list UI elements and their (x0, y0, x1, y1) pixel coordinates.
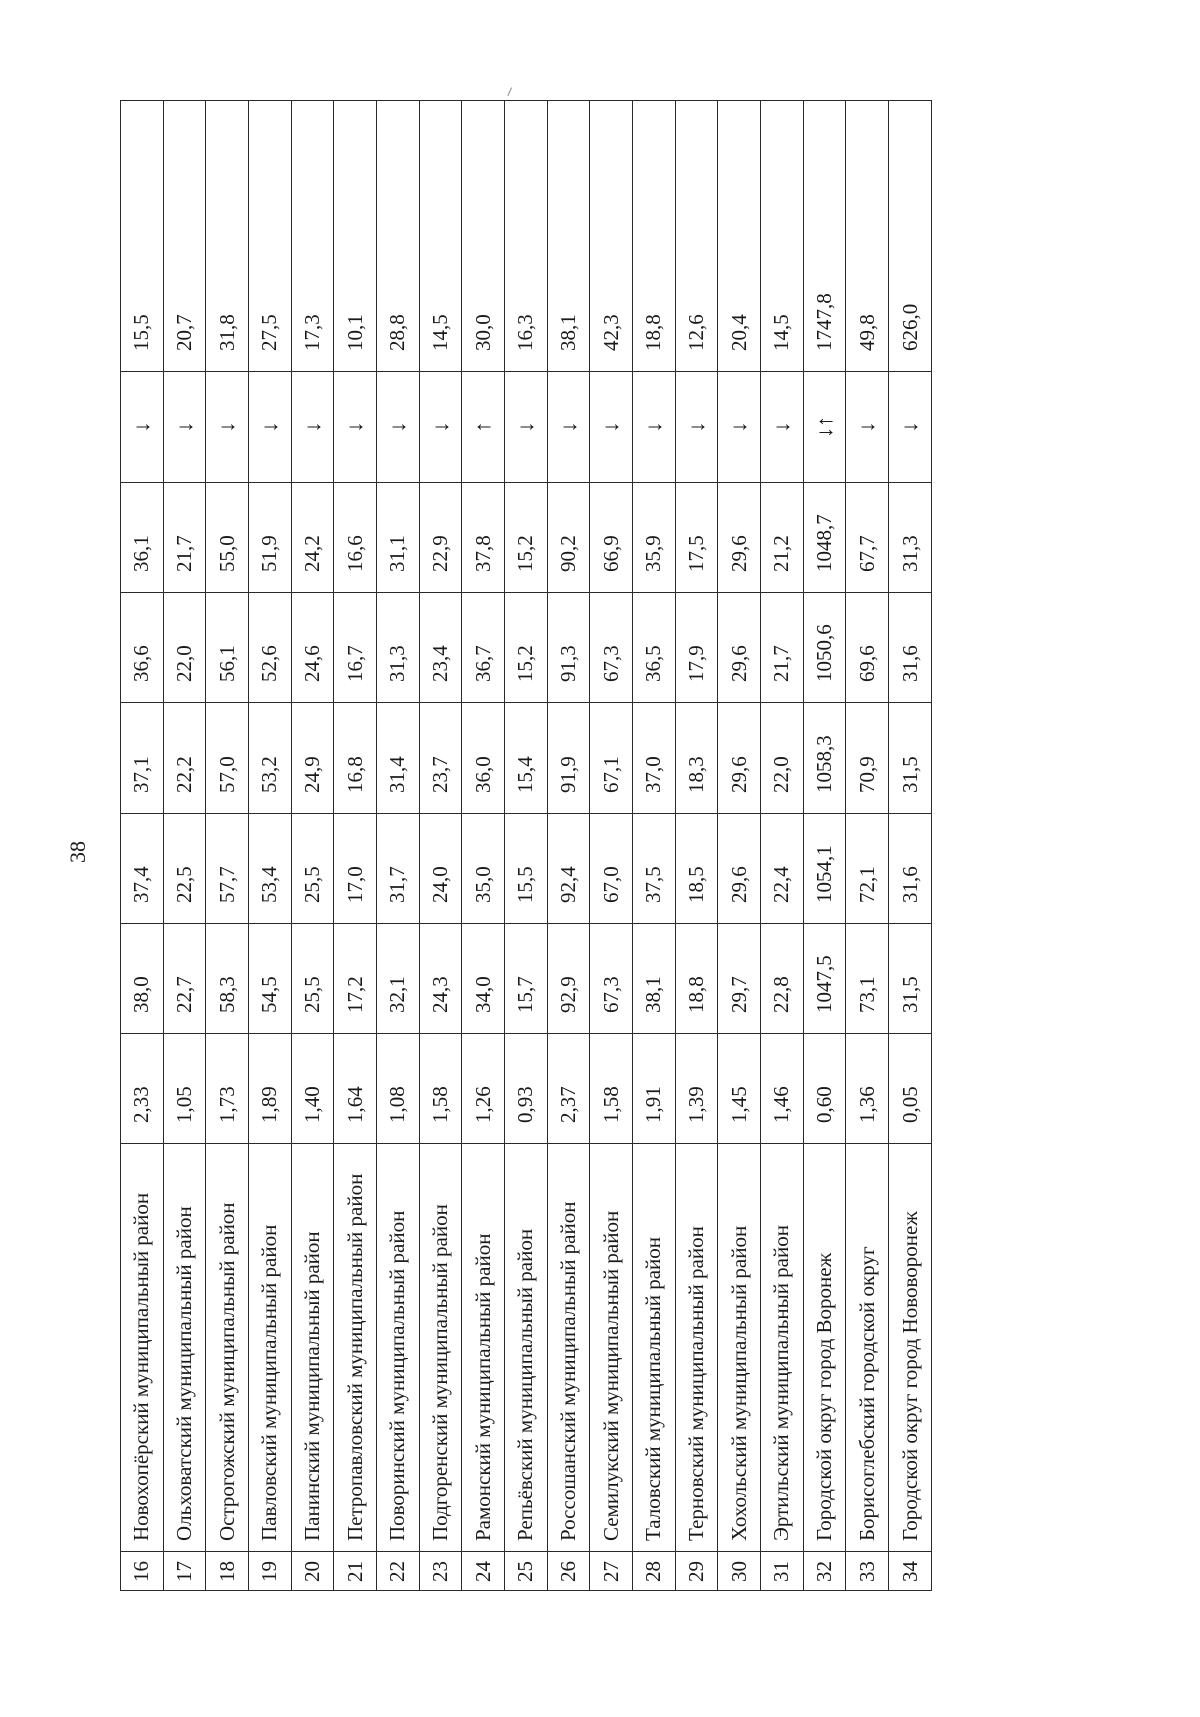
value-cell-3: 31,5 (889, 703, 932, 814)
row-number-cell: 23 (419, 1552, 462, 1591)
value-cell-3: 53,2 (249, 703, 292, 814)
table-row (846, 101, 889, 1591)
value-cell-4: 15,2 (505, 593, 548, 703)
value-cell-3: 22,0 (761, 703, 804, 814)
value-cell-1: 38,0 (121, 924, 164, 1034)
row-number-cell: 31 (761, 1552, 804, 1591)
municipality-name-cell: Рамонский муниципальный район (462, 1144, 505, 1552)
value-cell-3: 91,9 (547, 703, 590, 814)
value-cell-5: 37,8 (462, 483, 505, 593)
trend-arrow-cell: ↓ (377, 372, 420, 483)
value-cell-3: 70,9 (846, 703, 889, 814)
value-cell-5: 55,0 (206, 483, 249, 593)
value-cell-6: 12,6 (675, 101, 718, 372)
municipality-name-cell: Острогожский муниципальный район (206, 1144, 249, 1552)
rotated-table-wrapper (120, 101, 932, 1591)
value-cell-4: 29,6 (718, 593, 761, 703)
value-cell-5: 51,9 (249, 483, 292, 593)
value-cell-1: 34,0 (462, 924, 505, 1034)
value-cell-4: 36,7 (462, 593, 505, 703)
value-cell-5: 66,9 (590, 483, 633, 593)
value-cell-5: 16,6 (334, 483, 377, 593)
table-row (505, 101, 548, 1591)
row-number-cell: 20 (291, 1552, 334, 1591)
value-cell-4: 52,6 (249, 593, 292, 703)
value-cell-4: 36,5 (633, 593, 676, 703)
value-cell-6: 14,5 (419, 101, 462, 372)
table-row (291, 101, 334, 1591)
value-cell-6: 20,7 (163, 101, 206, 372)
value-cell-4: 16,7 (334, 593, 377, 703)
value-cell-5: 31,1 (377, 483, 420, 593)
value-cell-6: 18,8 (633, 101, 676, 372)
municipality-name-cell: Павловский муниципальный район (249, 1144, 292, 1552)
value-cell-1: 54,5 (249, 924, 292, 1034)
value-cell-1: 31,5 (889, 924, 932, 1034)
table-row (377, 101, 420, 1591)
trend-arrow-cell: ↓ (846, 372, 889, 483)
value-cell-4: 23,4 (419, 593, 462, 703)
value-cell-6: 14,5 (761, 101, 804, 372)
value-cell-4: 21,7 (761, 593, 804, 703)
trend-arrow-cell: ↓ (206, 372, 249, 483)
value-cell-6: 10,1 (334, 101, 377, 372)
value-cell-3: 22,2 (163, 703, 206, 814)
trend-arrow-cell: ↓ (675, 372, 718, 483)
table-row (419, 101, 462, 1591)
value-cell-6: 49,8 (846, 101, 889, 372)
row-number-cell: 33 (846, 1552, 889, 1591)
value-cell-3: 29,6 (718, 703, 761, 814)
value-cell-5: 29,6 (718, 483, 761, 593)
value-cell-6: 1747,8 (803, 101, 846, 372)
value-cell-5: 15,2 (505, 483, 548, 593)
row-number-cell: 34 (889, 1552, 932, 1591)
value-cell-2: 17,0 (334, 814, 377, 924)
value-cell-6: 31,8 (206, 101, 249, 372)
trend-arrow-cell: ↓ (419, 372, 462, 483)
value-cell-5: 21,7 (163, 483, 206, 593)
value-cell-6: 20,4 (718, 101, 761, 372)
value-cell-1: 25,5 (291, 924, 334, 1034)
value-cell-4: 22,0 (163, 593, 206, 703)
table-row (761, 101, 804, 1591)
value-cell-6: 17,3 (291, 101, 334, 372)
value-cell-3: 31,4 (377, 703, 420, 814)
value-cell-5: 17,5 (675, 483, 718, 593)
statistics-table (120, 100, 932, 1591)
row-number-cell: 29 (675, 1552, 718, 1591)
trend-arrow-cell: ↓ (547, 372, 590, 483)
row-number-cell: 30 (718, 1552, 761, 1591)
value-cell-2: 22,4 (761, 814, 804, 924)
municipality-name-cell: Петропавловский муниципальный район (334, 1144, 377, 1552)
row-number-cell: 22 (377, 1552, 420, 1591)
value-cell-1: 29,7 (718, 924, 761, 1034)
table-row (803, 101, 846, 1591)
value-cell-3: 15,4 (505, 703, 548, 814)
row-number-cell: 18 (206, 1552, 249, 1591)
stray-pen-mark (507, 87, 515, 97)
coefficient-cell: 2,33 (121, 1034, 164, 1144)
municipality-name-cell: Россошанский муниципальный район (547, 1144, 590, 1552)
row-number-cell: 26 (547, 1552, 590, 1591)
value-cell-1: 22,8 (761, 924, 804, 1034)
table-row (462, 101, 505, 1591)
municipality-name-cell: Семилукский муниципальный район (590, 1144, 633, 1552)
value-cell-2: 24,0 (419, 814, 462, 924)
municipality-name-cell: Городской округ город Воронеж (803, 1144, 846, 1552)
trend-arrow-cell: ↓ (505, 372, 548, 483)
trend-arrow-cell: ↓ (590, 372, 633, 483)
coefficient-cell: 1,64 (334, 1034, 377, 1144)
value-cell-2: 72,1 (846, 814, 889, 924)
value-cell-2: 31,7 (377, 814, 420, 924)
row-number-cell: 21 (334, 1552, 377, 1591)
coefficient-cell: 1,39 (675, 1034, 718, 1144)
value-cell-2: 35,0 (462, 814, 505, 924)
municipality-name-cell: Ольховатский муниципальный район (163, 1144, 206, 1552)
value-cell-2: 67,0 (590, 814, 633, 924)
value-cell-2: 15,5 (505, 814, 548, 924)
value-cell-4: 24,6 (291, 593, 334, 703)
value-cell-2: 37,4 (121, 814, 164, 924)
coefficient-cell: 1,46 (761, 1034, 804, 1144)
table-row (206, 101, 249, 1591)
coefficient-cell: 0,93 (505, 1034, 548, 1144)
value-cell-3: 16,8 (334, 703, 377, 814)
municipality-name-cell: Поворинский муниципальный район (377, 1144, 420, 1552)
table-row (249, 101, 292, 1591)
trend-arrow-cell: ↓ (718, 372, 761, 483)
trend-arrow-cell: ↓ (334, 372, 377, 483)
trend-arrow-cell: ↓ (249, 372, 292, 483)
value-cell-6: 42,3 (590, 101, 633, 372)
value-cell-1: 17,2 (334, 924, 377, 1034)
value-cell-1: 38,1 (633, 924, 676, 1034)
value-cell-2: 1054,1 (803, 814, 846, 924)
value-cell-5: 90,2 (547, 483, 590, 593)
table-row (718, 101, 761, 1591)
value-cell-2: 57,7 (206, 814, 249, 924)
table-row (121, 101, 164, 1591)
value-cell-6: 38,1 (547, 101, 590, 372)
coefficient-cell: 0,60 (803, 1034, 846, 1144)
value-cell-3: 36,0 (462, 703, 505, 814)
value-cell-6: 15,5 (121, 101, 164, 372)
trend-arrow-cell: ↓ (889, 372, 932, 483)
trend-arrow-cell: ↓ (121, 372, 164, 483)
row-number-cell: 28 (633, 1552, 676, 1591)
municipality-name-cell: Терновский муниципальный район (675, 1144, 718, 1552)
coefficient-cell: 1,45 (718, 1034, 761, 1144)
row-number-cell: 19 (249, 1552, 292, 1591)
coefficient-cell: 1,58 (590, 1034, 633, 1144)
municipality-name-cell: Эртильский муниципальный район (761, 1144, 804, 1552)
value-cell-4: 17,9 (675, 593, 718, 703)
value-cell-3: 67,1 (590, 703, 633, 814)
table-row (633, 101, 676, 1591)
value-cell-1: 92,9 (547, 924, 590, 1034)
table-row (590, 101, 633, 1591)
trend-arrow-cell: ↓ (163, 372, 206, 483)
municipality-name-cell: Борисоглебский городской округ (846, 1144, 889, 1552)
trend-arrow-cell: ↑ (462, 372, 505, 483)
coefficient-cell: 1,26 (462, 1034, 505, 1144)
value-cell-1: 58,3 (206, 924, 249, 1034)
value-cell-5: 35,9 (633, 483, 676, 593)
value-cell-4: 36,6 (121, 593, 164, 703)
value-cell-2: 31,6 (889, 814, 932, 924)
municipality-name-cell: Панинский муниципальный район (291, 1144, 334, 1552)
trend-arrow-cell: ↓ (291, 372, 334, 483)
row-number-cell: 27 (590, 1552, 633, 1591)
value-cell-4: 56,1 (206, 593, 249, 703)
table-row (675, 101, 718, 1591)
value-cell-3: 24,9 (291, 703, 334, 814)
coefficient-cell: 1,05 (163, 1034, 206, 1144)
table-body (121, 101, 932, 1591)
trend-arrow-cell: ↓↑ (803, 372, 846, 483)
row-number-cell: 17 (163, 1552, 206, 1591)
table-row (334, 101, 377, 1591)
value-cell-5: 22,9 (419, 483, 462, 593)
value-cell-1: 73,1 (846, 924, 889, 1034)
value-cell-4: 31,6 (889, 593, 932, 703)
row-number-cell: 32 (803, 1552, 846, 1591)
value-cell-2: 22,5 (163, 814, 206, 924)
municipality-name-cell: Хохольский муниципальный район (718, 1144, 761, 1552)
value-cell-5: 36,1 (121, 483, 164, 593)
municipality-name-cell: Подгоренский муниципальный район (419, 1144, 462, 1552)
value-cell-3: 1058,3 (803, 703, 846, 814)
coefficient-cell: 1,08 (377, 1034, 420, 1144)
municipality-name-cell: Городской округ город Нововоронеж (889, 1144, 932, 1552)
value-cell-5: 21,2 (761, 483, 804, 593)
value-cell-5: 67,7 (846, 483, 889, 593)
value-cell-2: 18,5 (675, 814, 718, 924)
coefficient-cell: 2,37 (547, 1034, 590, 1144)
row-number-cell: 16 (121, 1552, 164, 1591)
value-cell-4: 1050,6 (803, 593, 846, 703)
coefficient-cell: 1,91 (633, 1034, 676, 1144)
value-cell-1: 1047,5 (803, 924, 846, 1034)
value-cell-3: 57,0 (206, 703, 249, 814)
value-cell-2: 37,5 (633, 814, 676, 924)
municipality-name-cell: Репьёвский муниципальный район (505, 1144, 548, 1552)
value-cell-3: 18,3 (675, 703, 718, 814)
value-cell-6: 16,3 (505, 101, 548, 372)
value-cell-3: 37,0 (633, 703, 676, 814)
row-number-cell: 25 (505, 1552, 548, 1591)
value-cell-2: 25,5 (291, 814, 334, 924)
value-cell-5: 31,3 (889, 483, 932, 593)
value-cell-1: 67,3 (590, 924, 633, 1034)
value-cell-4: 69,6 (846, 593, 889, 703)
value-cell-6: 27,5 (249, 101, 292, 372)
trend-arrow-cell: ↓ (761, 372, 804, 483)
value-cell-5: 1048,7 (803, 483, 846, 593)
coefficient-cell: 1,73 (206, 1034, 249, 1144)
row-number-cell: 24 (462, 1552, 505, 1591)
coefficient-cell: 1,58 (419, 1034, 462, 1144)
value-cell-1: 24,3 (419, 924, 462, 1034)
value-cell-4: 91,3 (547, 593, 590, 703)
value-cell-2: 53,4 (249, 814, 292, 924)
value-cell-5: 24,2 (291, 483, 334, 593)
value-cell-1: 15,7 (505, 924, 548, 1034)
table-row (547, 101, 590, 1591)
value-cell-3: 23,7 (419, 703, 462, 814)
value-cell-3: 37,1 (121, 703, 164, 814)
table-row (163, 101, 206, 1591)
coefficient-cell: 1,89 (249, 1034, 292, 1144)
page-number: 38 (65, 841, 90, 863)
value-cell-6: 28,8 (377, 101, 420, 372)
value-cell-6: 30,0 (462, 101, 505, 372)
value-cell-4: 67,3 (590, 593, 633, 703)
value-cell-1: 22,7 (163, 924, 206, 1034)
value-cell-1: 32,1 (377, 924, 420, 1034)
value-cell-2: 92,4 (547, 814, 590, 924)
municipality-name-cell: Таловский муниципальный район (633, 1144, 676, 1552)
coefficient-cell: 0,05 (889, 1034, 932, 1144)
coefficient-cell: 1,36 (846, 1034, 889, 1144)
municipality-name-cell: Новохопёрский муниципальный район (121, 1144, 164, 1552)
value-cell-2: 29,6 (718, 814, 761, 924)
value-cell-1: 18,8 (675, 924, 718, 1034)
value-cell-6: 626,0 (889, 101, 932, 372)
value-cell-4: 31,3 (377, 593, 420, 703)
coefficient-cell: 1,40 (291, 1034, 334, 1144)
table-row (889, 101, 932, 1591)
trend-arrow-cell: ↓ (633, 372, 676, 483)
